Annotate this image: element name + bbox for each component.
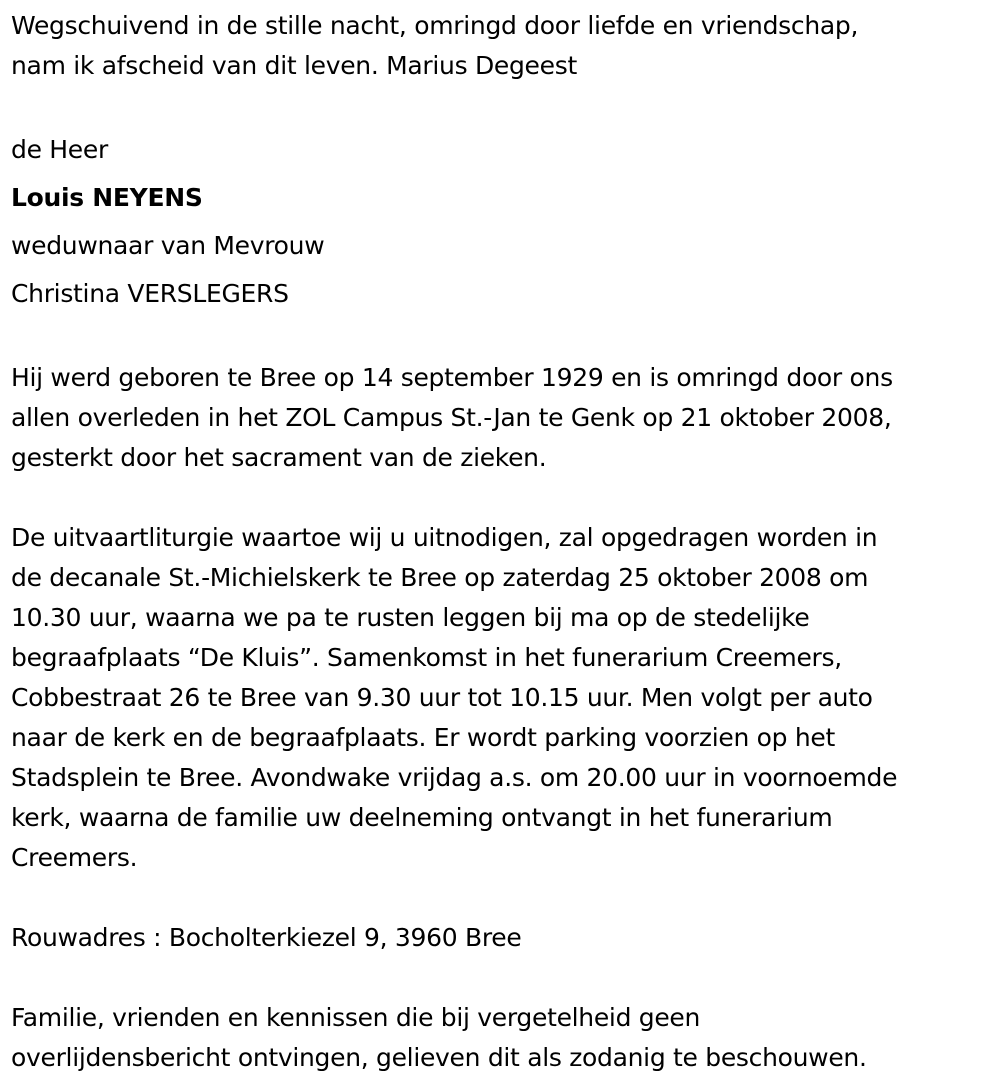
birth-death-line-2: allen overleden in het ZOL Campus St.-Jan te Genk op 21 oktober 2008, xyxy=(11,403,892,432)
closing-line-2: overlijdensbericht ontvingen, gelieven dit als zodanig te beschouwen. xyxy=(11,1043,867,1072)
funeral-line-9: Creemers. xyxy=(11,843,138,872)
funeral-line-8: kerk, waarna de familie uw deelneming ontvangt in het funerarium xyxy=(11,803,833,832)
honorific: de Heer xyxy=(11,135,108,164)
funeral-line-5: Cobbestraat 26 te Bree van 9.30 uur tot 10.15 uur. Men volgt per auto xyxy=(11,683,873,712)
opening-line-1: Wegschuivend in de stille nacht, omringd door liefde en vriendschap, xyxy=(11,11,859,40)
funeral-line-4: begraafplaats “De Kluis”. Samenkomst in het funerarium Creemers, xyxy=(11,643,842,672)
opening-line-2: nam ik afscheid van dit leven. Marius Degeest xyxy=(11,51,577,80)
birth-death-paragraph xyxy=(11,358,1000,478)
address-paragraph xyxy=(11,918,1000,958)
funeral-line-6: naar de kerk en de begraafplaats. Er wordt parking voorzien op het xyxy=(11,723,835,752)
funeral-line-1: De uitvaartliturgie waartoe wij u uitnodigen, zal opgedragen worden in xyxy=(11,523,878,552)
birth-death-line-3: gesterkt door het sacrament van de zieken. xyxy=(11,443,547,472)
funeral-line-7: Stadsplein te Bree. Avondwake vrijdag a.s. om 20.00 uur in voornoemde xyxy=(11,763,898,792)
spacer xyxy=(11,478,1000,518)
mourning-address: Rouwadres : Bocholterkiezel 9, 3960 Bree xyxy=(11,923,522,952)
spacer xyxy=(11,318,1000,358)
spouse-name: Christina VERSLEGERS xyxy=(11,279,289,308)
closing-line-1: Familie, vrienden en kennissen die bij vergetelheid geen xyxy=(11,1003,701,1032)
closing-paragraph xyxy=(11,998,1000,1078)
birth-death-line-1: Hij werd geboren te Bree op 14 september 1929 en is omringd door ons xyxy=(11,363,893,392)
funeral-line-2: de decanale St.-Michielskerk te Bree op zaterdag 25 oktober 2008 om xyxy=(11,563,869,592)
funeral-paragraph xyxy=(11,518,1000,878)
deceased-name: Louis NEYENS xyxy=(11,183,203,212)
opening-quote xyxy=(11,6,1000,86)
spacer xyxy=(11,86,1000,126)
relation-text: weduwnaar van Mevrouw xyxy=(11,231,325,260)
spacer xyxy=(11,878,1000,918)
funeral-line-3: 10.30 uur, waarna we pa te rusten leggen bij ma op de stedelijke xyxy=(11,603,810,632)
deceased-block xyxy=(11,126,1000,318)
spacer xyxy=(11,958,1000,998)
